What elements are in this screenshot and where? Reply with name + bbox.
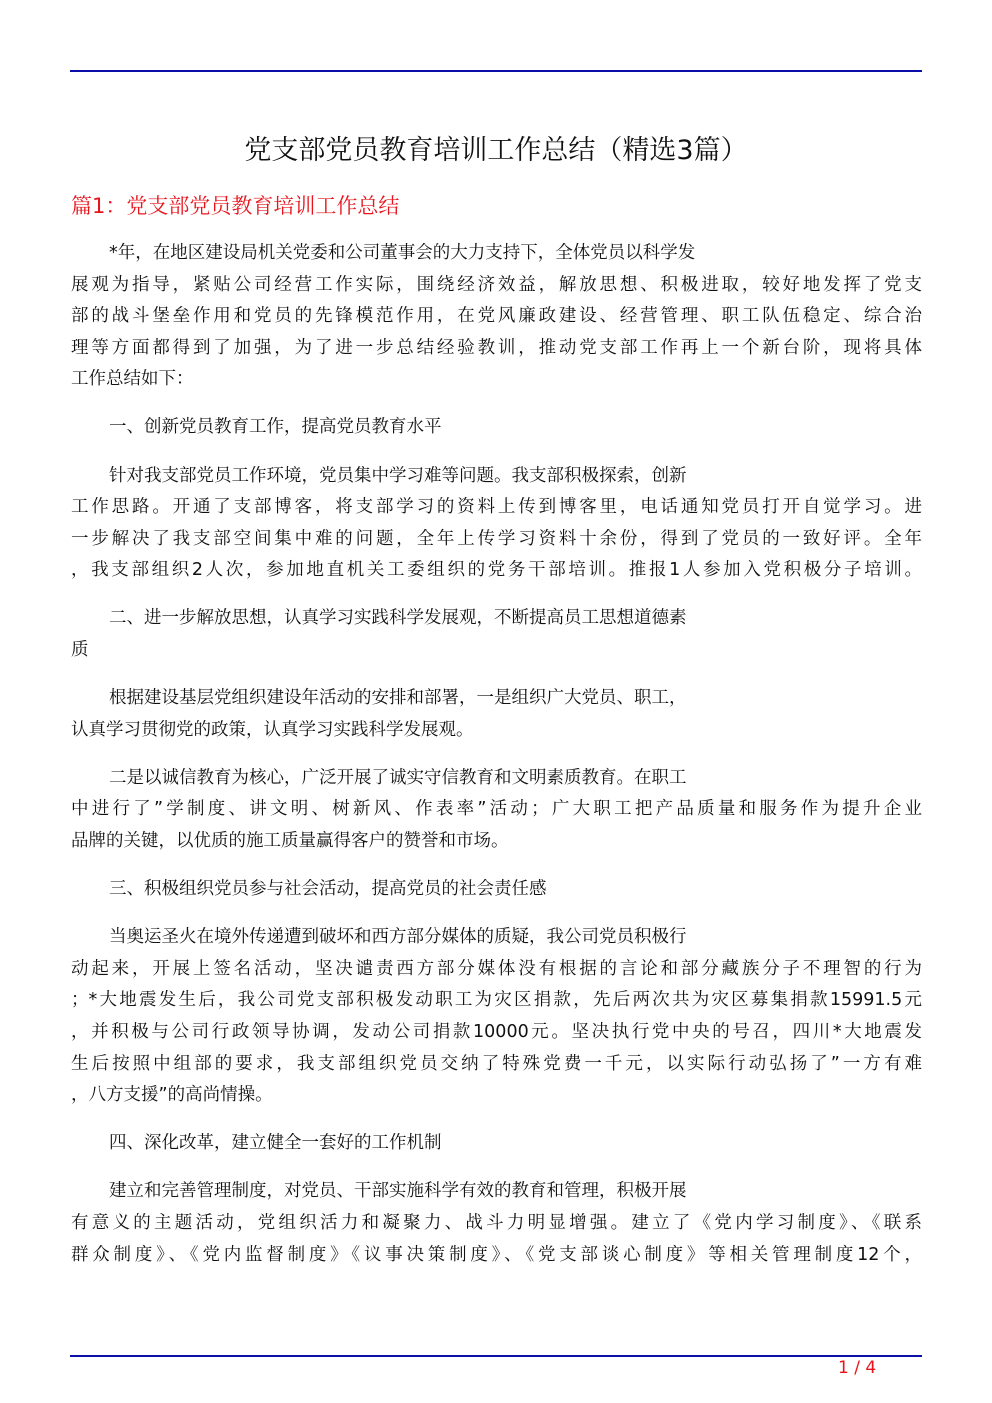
text-line: 部的战斗堡垒作用和党员的先锋模范作用，在党风廉政建设、经营管理、职工队伍稳定、综合治 bbox=[71, 306, 922, 327]
text-line: ；*大地震发生后，我公司党支部积极发动职工为灾区捐款，先后两次共为灾区募集捐款15991.5元 bbox=[71, 990, 922, 1011]
text-line: *年，在地区建设局机关党委和公司董事会的大力支持下，全体党员以科学发 bbox=[109, 243, 696, 263]
paragraph bbox=[71, 763, 922, 858]
footer-rule bbox=[70, 1355, 922, 1357]
text-line: 品牌的关键，以优质的施工质量赢得客户的赞誉和市场。 bbox=[71, 831, 509, 851]
text-line: 工作思路。开通了支部博客，将支部学习的资料上传到博客里，电话通知党员打开自觉学习。进 bbox=[71, 497, 922, 518]
text-line: 工作总结如下： bbox=[71, 369, 194, 390]
paragraph bbox=[71, 603, 922, 666]
text-line: ，八方支援”的高尚情操。 bbox=[71, 1085, 273, 1106]
section-heading: 篇1：党支部党员教育培训工作总结 bbox=[71, 194, 400, 218]
text-line: 展观为指导，紧贴公司经营工作实际，围绕经济效益，解放思想、积极进取，较好地发挥了党支 bbox=[71, 274, 922, 295]
text-line: 建立和完善管理制度，对党员、干部实施科学有效的教育和管理，积极开展 bbox=[109, 1181, 687, 1202]
text-line: 针对我支部党员工作环境，党员集中学习难等问题。我支部积极探索，创新 bbox=[109, 465, 687, 486]
document-body bbox=[71, 238, 922, 1288]
text-line: ，并积极与公司行政领导协调，发动公司捐款10000元。坚决执行党中央的号召，四川*大地震发 bbox=[71, 1021, 922, 1042]
page-number: 1 / 4 bbox=[838, 1358, 877, 1378]
text-line: 一步解决了我支部空间集中难的问题，全年上传学习资料十余份，得到了党员的一致好评。全年 bbox=[71, 528, 922, 549]
paragraph bbox=[71, 683, 922, 746]
paragraph bbox=[71, 1176, 922, 1271]
header-rule bbox=[70, 70, 922, 72]
text-line: 三、积极组织党员参与社会活动，提高党员的社会责任感 bbox=[109, 879, 547, 900]
text-line: 一、创新党员教育工作，提高党员教育水平 bbox=[109, 417, 442, 438]
text-line: 二、进一步解放思想，认真学习实践科学发展观，不断提高员工思想道德素 bbox=[109, 608, 687, 629]
text-line: 根据建设基层党组织建设年活动的安排和部署，一是组织广大党员、职工， bbox=[109, 688, 687, 709]
text-line: 当奥运圣火在境外传递遭到破坏和西方部分媒体的质疑，我公司党员积极行 bbox=[109, 927, 687, 948]
text-line: 理等方面都得到了加强，为了进一步总结经验教训，推动党支部工作再上一个新台阶，现将具体 bbox=[71, 337, 922, 358]
text-line: 动起来，开展上签名活动，坚决谴责西方部分媒体没有根据的言论和部分藏族分子不理智的行为 bbox=[71, 958, 922, 979]
text-line: 二是以诚信教育为核心，广泛开展了诚实守信教育和文明素质教育。在职工 bbox=[109, 767, 687, 788]
text-line: ，我支部组织2人次，参加地直机关工委组织的党务干部培训。推报1人参加入党积极分子培训。 bbox=[71, 560, 922, 581]
text-line: 中进行了”学制度、讲文明、树新风、作表率”活动；广大职工把产品质量和服务作为提升企业 bbox=[71, 799, 922, 820]
text-line: 四、深化改革，建立健全一套好的工作机制 bbox=[109, 1133, 442, 1154]
text-line: 有意义的主题活动，党组织活力和凝聚力、战斗力明显增强。建立了《党内学习制度》、《联系 bbox=[71, 1212, 922, 1233]
paragraph bbox=[71, 412, 922, 444]
paragraph bbox=[71, 874, 922, 906]
paragraph bbox=[71, 238, 922, 396]
document-title: 党支部党员教育培训工作总结（精选3篇） bbox=[244, 135, 748, 166]
text-line: 生后按照中组部的要求，我支部组织党员交纳了特殊党费一千元，以实际行动弘扬了”一方有难 bbox=[71, 1053, 922, 1074]
text-line: 质 bbox=[71, 640, 89, 661]
paragraph bbox=[71, 461, 922, 587]
text-line: 认真学习贯彻党的政策，认真学习实践科学发展观。 bbox=[71, 719, 474, 740]
paragraph bbox=[71, 922, 922, 1112]
text-line: 群众制度》、《党内监督制度》《议事决策制度》、《党支部谈心制度》等相关管理制度12个， bbox=[71, 1244, 922, 1265]
paragraph bbox=[71, 1128, 922, 1160]
